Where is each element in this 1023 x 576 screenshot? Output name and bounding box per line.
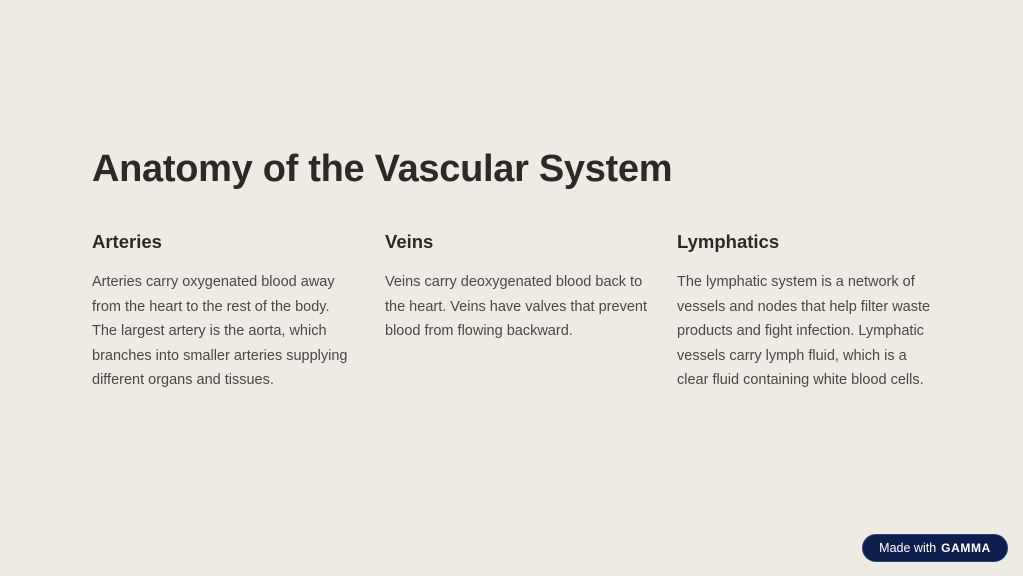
gamma-logo: GAMMA [941,541,991,555]
column-veins [385,229,650,344]
badge-prefix: Made with [879,541,937,555]
column-lymphatics [677,229,942,393]
column-arteries [92,229,357,393]
made-with-gamma-badge[interactable] [862,534,1008,562]
column-heading-lymphatics: Lymphatics [677,231,780,252]
column-heading-veins: Veins [385,231,434,252]
column-body-arteries: Arteries carry oxygenated blood away from the heart to the rest of the body. The largest artery is the aorta, which branches into smaller arteries supplying different organs and tissues. [92,274,348,389]
slide-title: Anatomy of the Vascular System [92,148,673,190]
column-body-veins: Veins carry deoxygenated blood back to the heart. Veins have valves that prevent blood from flowing backward. [385,274,647,340]
column-body-lymphatics: The lymphatic system is a network of vessels and nodes that help filter waste products and fight infection. Lymphatic vessels carry lymph fluid, which is a clear fluid containing white blood cells. [677,274,931,389]
column-heading-arteries: Arteries [92,231,162,252]
